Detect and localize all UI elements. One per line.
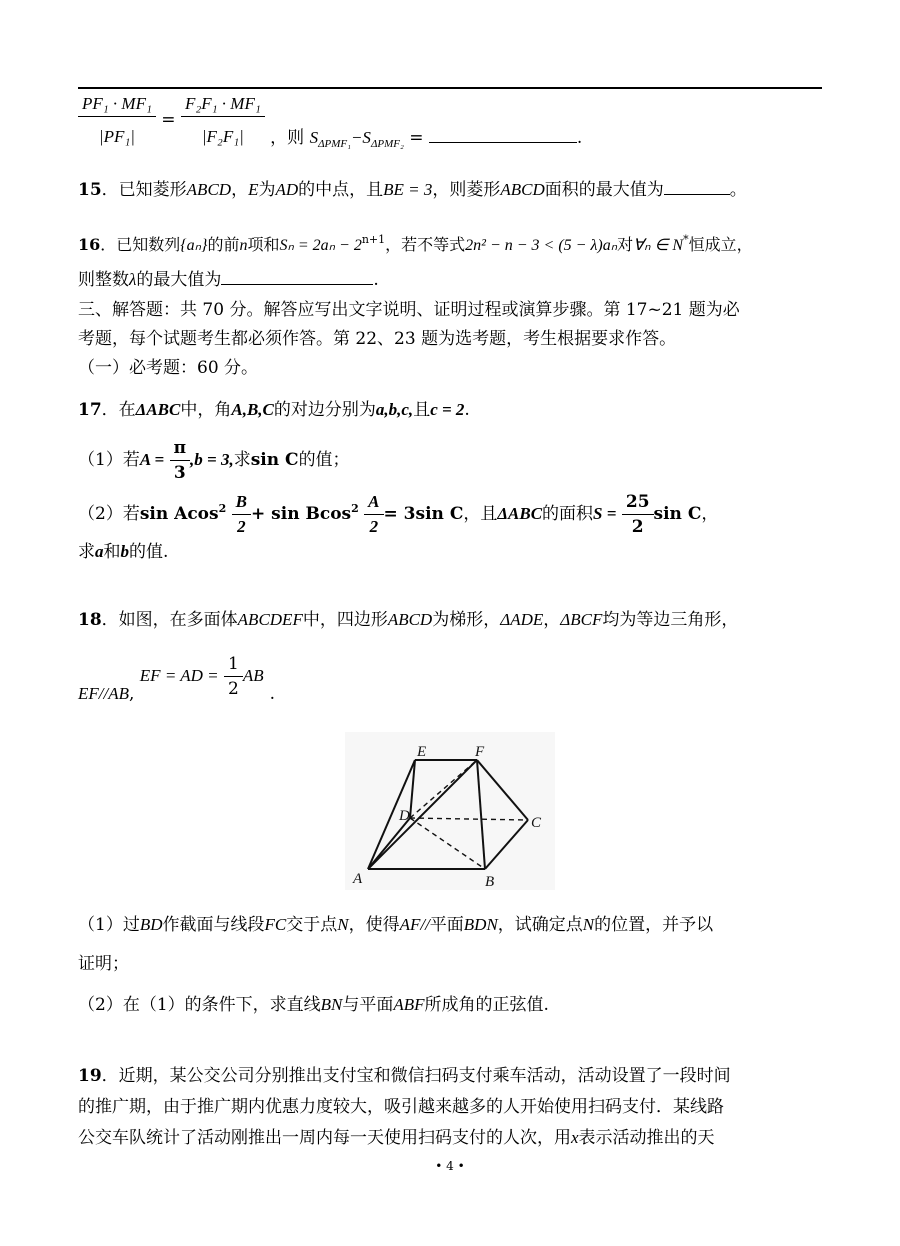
- section3-line3: （一）必考题：60 分。: [78, 358, 259, 378]
- page-number: • 4 •: [435, 1159, 465, 1173]
- q17-part2-line2: 求a和b的值.: [78, 542, 169, 562]
- label-f: F: [475, 744, 485, 760]
- q19-line3: 公交车队统计了活动刚推出一周内每一天使用扫码支付的人次，用x表示活动推出的天: [78, 1128, 715, 1148]
- half-fraction: $\frac{1}{2}$: [224, 652, 243, 701]
- section3-line2: 考题，每个试题考生都必须作答。第 22、23 题为选考题，考生根据要求作答。: [78, 329, 677, 349]
- pi-over-3-fraction: $\frac{\pi}{3}$: [170, 436, 190, 485]
- label-d: D: [399, 808, 410, 824]
- label-c: C: [531, 815, 542, 831]
- 25-over-2-fraction: $\frac{25}{2}$: [622, 490, 654, 539]
- section3-line1: 三、解答题：共 70 分。解答应写出文字说明、证明过程或演算步骤。第 17~21 题为必: [78, 300, 740, 320]
- answer-blank[interactable]: [221, 284, 373, 285]
- q16-line2: 则整数λ的最大值为 .: [78, 270, 379, 290]
- q18: 18．如图，在多面体ABCDEF中，四边形ABCD为梯形，ΔADE，ΔBCF均为等边三角形，: [78, 610, 739, 630]
- q15: 15．已知菱形ABCD，E为AD的中点，且BE = 3，则菱形ABCD面积的最大值为 。: [78, 180, 747, 200]
- answer-blank[interactable]: [429, 142, 577, 143]
- q18-part1: （1）过BD作截面与线段FC交于点N，使得AF//平面BDN，试确定点N的位置，并予以: [78, 915, 714, 935]
- lhs-fraction: $\frac{\text{PF₁ · MF₁}}{\text{|PF₁|}}$: [78, 92, 156, 149]
- q14-formula-line: $\frac{\text{PF₁ · MF₁}}{\text{|PF₁|}}$ = $\frac{\text{F₂F₁ · MF₁}}{\text{|F₂F₁|}}$ ，则 $S_{\Delta PMF_1}-S_{\Delta PMF_2}$ = .: [78, 92, 828, 162]
- q18-part2: （2）在（1）的条件下，求直线BN与平面ABF所成角的正弦值.: [78, 995, 549, 1015]
- figure-background: [345, 732, 555, 890]
- label-e: E: [417, 744, 427, 760]
- b-over-2-fraction: $\frac{B}{2}$: [232, 490, 251, 539]
- q16: 16．已知数列{aₙ}的前n项和$S_n = 2a_n - 2^{n+1}$，若不等式2n² − n − 3 < (5 − λ)aₙ对∀ₙ ∈ N*恒成立，: [78, 233, 753, 254]
- q18-condition: EF//AB, EF = AD = $\frac{1}{2}$ AB.: [78, 654, 276, 704]
- q18-part1-line2: 证明；: [78, 954, 129, 974]
- rhs-fraction: $\frac{\text{F₂F₁ · MF₁}}{\text{|F₂F₁|}}$: [181, 92, 265, 149]
- label-a: A: [353, 871, 363, 887]
- q17-part2: （2）若sin Acos$^2$ $\frac{B}{2}$ + sin Bcos$^2$ $\frac{A}{2}$ = 3sin C，且ΔABC的面积S = $\frac{25}{2}$ sin C，: [78, 492, 719, 537]
- q19: 19．近期，某公交公司分别推出支付宝和微信扫码支付乘车活动，活动设置了一段时间: [78, 1066, 731, 1086]
- polyhedron-figure: [345, 732, 555, 890]
- q17: 17．在ΔABC中，角A,B,C的对边分别为a,b,c,且c = 2.: [78, 400, 470, 420]
- header-rule: [78, 87, 822, 89]
- label-b: B: [485, 874, 495, 890]
- q19-line2: 的推广期，由于推广期内优惠力度较大，吸引越来越多的人开始使用扫码支付．某线路: [78, 1097, 724, 1117]
- answer-blank[interactable]: [664, 194, 730, 195]
- q17-part1: （1）若A = $\frac{\pi}{3}$ ,b = 3,求sin C的值；: [78, 438, 350, 483]
- a-over-2-fraction: $\frac{A}{2}$: [364, 490, 383, 539]
